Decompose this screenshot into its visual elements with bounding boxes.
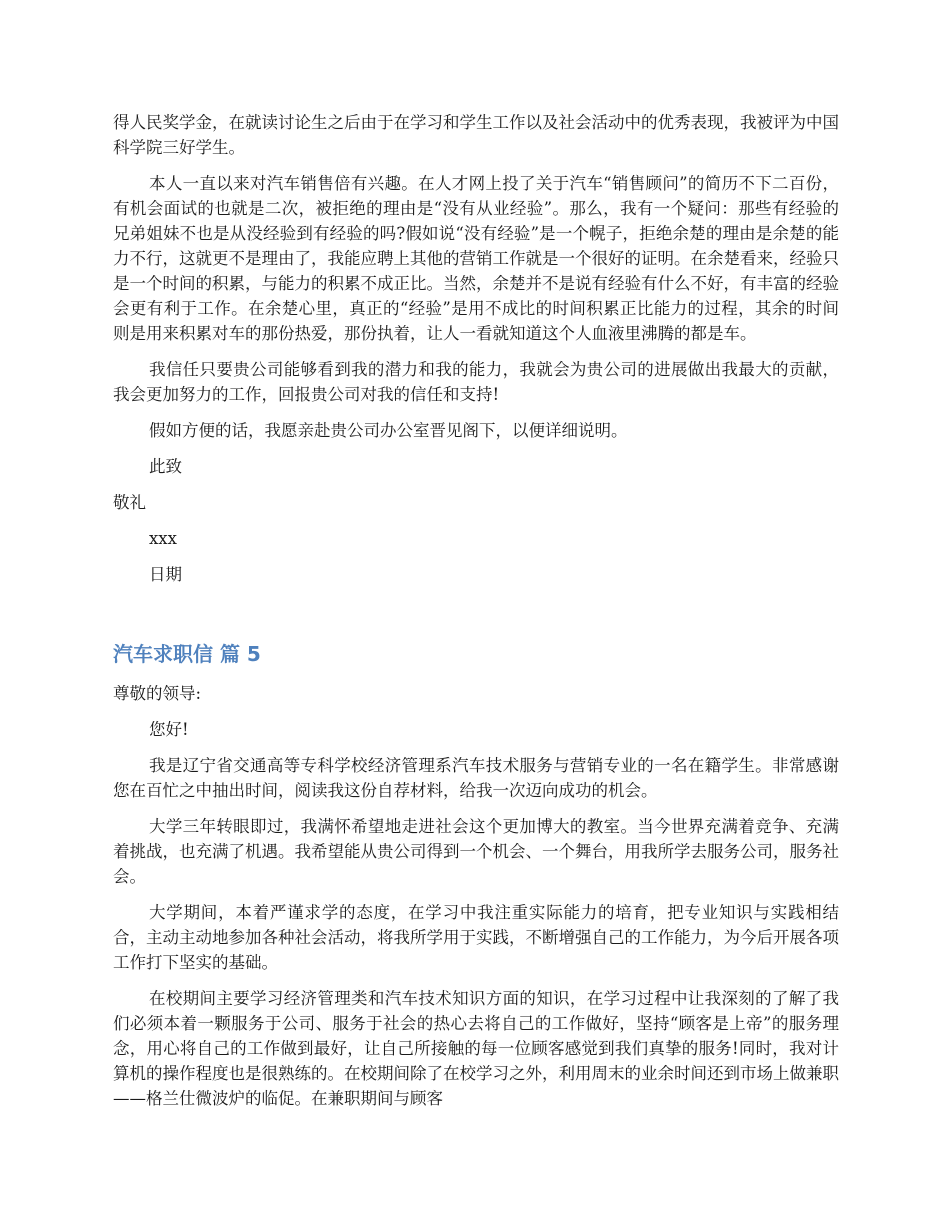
- closing-line: 此致: [149, 457, 182, 476]
- signature: xxx: [149, 529, 177, 548]
- document-page: [113, 110, 839, 1122]
- paragraph: 大学三年转眼即过，我满怀希望地走进社会这个更加博大的教室。当今世界充满着竞争、充满着挑战，也充满了机遇。我希望能从贵公司得到一个机会、一个舞台，用我所学去服务公司，服务社会。: [113, 817, 839, 886]
- greeting: 您好!: [149, 720, 189, 739]
- date-line: 日期: [149, 565, 182, 584]
- paragraph: 假如方便的话，我愿亲赴贵公司办公室晋见阁下，以便详细说明。: [149, 421, 628, 440]
- salutation: 尊敬的领导:: [113, 684, 202, 703]
- section-heading: 汽车求职信 篇 5: [113, 642, 261, 666]
- closing-salute: 敬礼: [113, 493, 146, 512]
- paragraph: 我是辽宁省交通高等专科学校经济管理系汽车技术服务与营销专业的一名在籍学生。非常感谢您在百忙之中抽出时间，阅读我这份自荐材料，给我一次迈向成功的机会。: [113, 756, 839, 800]
- paragraph: 我信任只要贵公司能够看到我的潜力和我的能力，我就会为贵公司的进展做出我最大的贡献，我会更加努力的工作，回报贵公司对我的信任和支持!: [113, 360, 839, 404]
- paragraph: 得人民奖学金，在就读讨论生之后由于在学习和学生工作以及社会活动中的优秀表现，我被评为中国科学院三好学生。: [113, 113, 839, 157]
- paragraph: 在校期间主要学习经济管理类和汽车技术知识方面的知识，在学习过程中让我深刻的了解了我们必须本着一颗服务于公司、服务于社会的热心去将自己的工作做好，坚持“顾客是上帝”的服务理念，用心将自己的工作做到最好，让自己所接触的每一位顾客感觉到我们真挚的服务!同时，我对计算机的操作程度也是很熟练的。在校期间除了在校学习之外，利用周末的业余时间还到市场上做兼职——格兰仕微波炉的临促。在兼职期间与顾客: [113, 989, 839, 1108]
- paragraph: 本人一直以来对汽车销售倍有兴趣。在人才网上投了关于汽车“销售顾问”的简历不下二百份，有机会面试的也就是二次，被拒绝的理由是“没有从业经验”。那么，我有一个疑问：那些有经验的兄弟姐妹不也是从没经验到有经验的吗?假如说“没有经验”是一个幌子，拒绝余楚的理由是余楚的能力不行，这就更不是理由了，我能应聘上其他的营销工作就是一个很好的证明。在余楚看来，经验只是一个时间的积累，与能力的积累不成正比。当然，余楚并不是说有经验有什么不好，有丰富的经验会更有利于工作。在余楚心里，真正的“经验”是用不成比的时间积累正比能力的过程，其余的时间则是用来积累对车的那份热爱，那份执着，让人一看就知道这个人血液里沸腾的都是车。: [113, 174, 839, 343]
- paragraph: 大学期间，本着严谨求学的态度，在学习中我注重实际能力的培育，把专业知识与实践相结合，主动主动地参加各种社会活动，将我所学用于实践，不断增强自己的工作能力，为今后开展各项工作打下坚实的基础。: [113, 903, 839, 972]
